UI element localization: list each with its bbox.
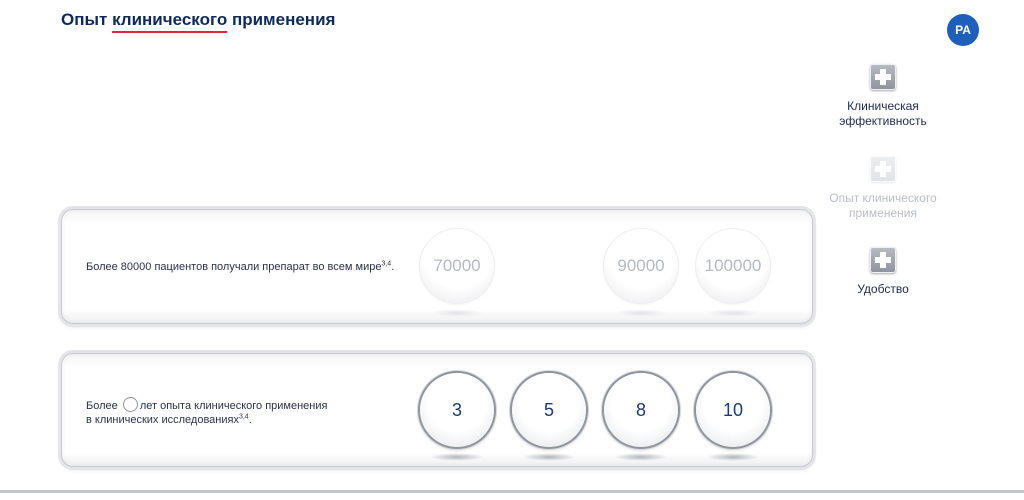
question-text bbox=[86, 397, 327, 427]
question-text-end: . bbox=[248, 414, 252, 426]
nav-label: Опыт клинического применения bbox=[829, 191, 937, 220]
option-shadow bbox=[614, 453, 668, 461]
option-shadow bbox=[522, 453, 576, 461]
option-label: 90000 bbox=[604, 229, 678, 303]
option-label: 5 bbox=[512, 373, 586, 447]
answer-drop-slot[interactable] bbox=[123, 397, 138, 412]
option-shadow bbox=[706, 453, 760, 461]
plus-icon bbox=[870, 156, 896, 182]
plus-icon bbox=[870, 247, 896, 273]
option-label: 8 bbox=[604, 373, 678, 447]
page-title-part1: Опыт bbox=[61, 10, 113, 29]
option-label: 10 bbox=[696, 373, 770, 447]
question-text-line1: лет опыта клинического применения bbox=[139, 400, 328, 412]
footnote-ref: 3,4 bbox=[381, 260, 392, 268]
option-label: 3 bbox=[420, 373, 494, 447]
nav-item-clinical-experience[interactable] bbox=[822, 156, 944, 221]
option-shadow bbox=[430, 309, 484, 317]
option-shadow bbox=[430, 453, 484, 461]
question-text-line2: в клинических исследованиях bbox=[86, 414, 239, 426]
option-shadow bbox=[706, 309, 760, 317]
nav-label: Удобство bbox=[857, 282, 909, 296]
page-title-part2: применения bbox=[227, 10, 336, 29]
question-text bbox=[86, 260, 394, 274]
option-3[interactable] bbox=[420, 373, 494, 447]
page-title bbox=[61, 10, 335, 30]
page-title-highlight: клинического bbox=[112, 10, 228, 29]
question-text-main: Более 80000 пациентов получали препарат во всем мире bbox=[86, 261, 382, 273]
option-10[interactable] bbox=[696, 373, 770, 447]
question-panel-years bbox=[61, 353, 813, 467]
footnote-ref: 3,4 bbox=[238, 413, 249, 421]
option-100000[interactable] bbox=[696, 229, 770, 303]
avatar[interactable]: PA bbox=[947, 14, 979, 46]
nav-item-convenience[interactable] bbox=[822, 247, 944, 297]
option-shadow bbox=[614, 309, 668, 317]
option-70000[interactable] bbox=[420, 229, 494, 303]
question-text-end: . bbox=[391, 261, 395, 273]
question-panel-patients bbox=[61, 209, 813, 324]
plus-icon bbox=[870, 64, 896, 90]
nav-label: Клиническая эффективность bbox=[839, 99, 927, 128]
option-8[interactable] bbox=[604, 373, 678, 447]
question-text-prefix: Более bbox=[86, 400, 118, 412]
bottom-divider bbox=[0, 490, 1024, 493]
option-label: 70000 bbox=[420, 229, 494, 303]
option-5[interactable] bbox=[512, 373, 586, 447]
option-90000[interactable] bbox=[604, 229, 678, 303]
nav-item-clinical-efficacy[interactable] bbox=[822, 64, 944, 129]
option-label: 100000 bbox=[696, 229, 770, 303]
